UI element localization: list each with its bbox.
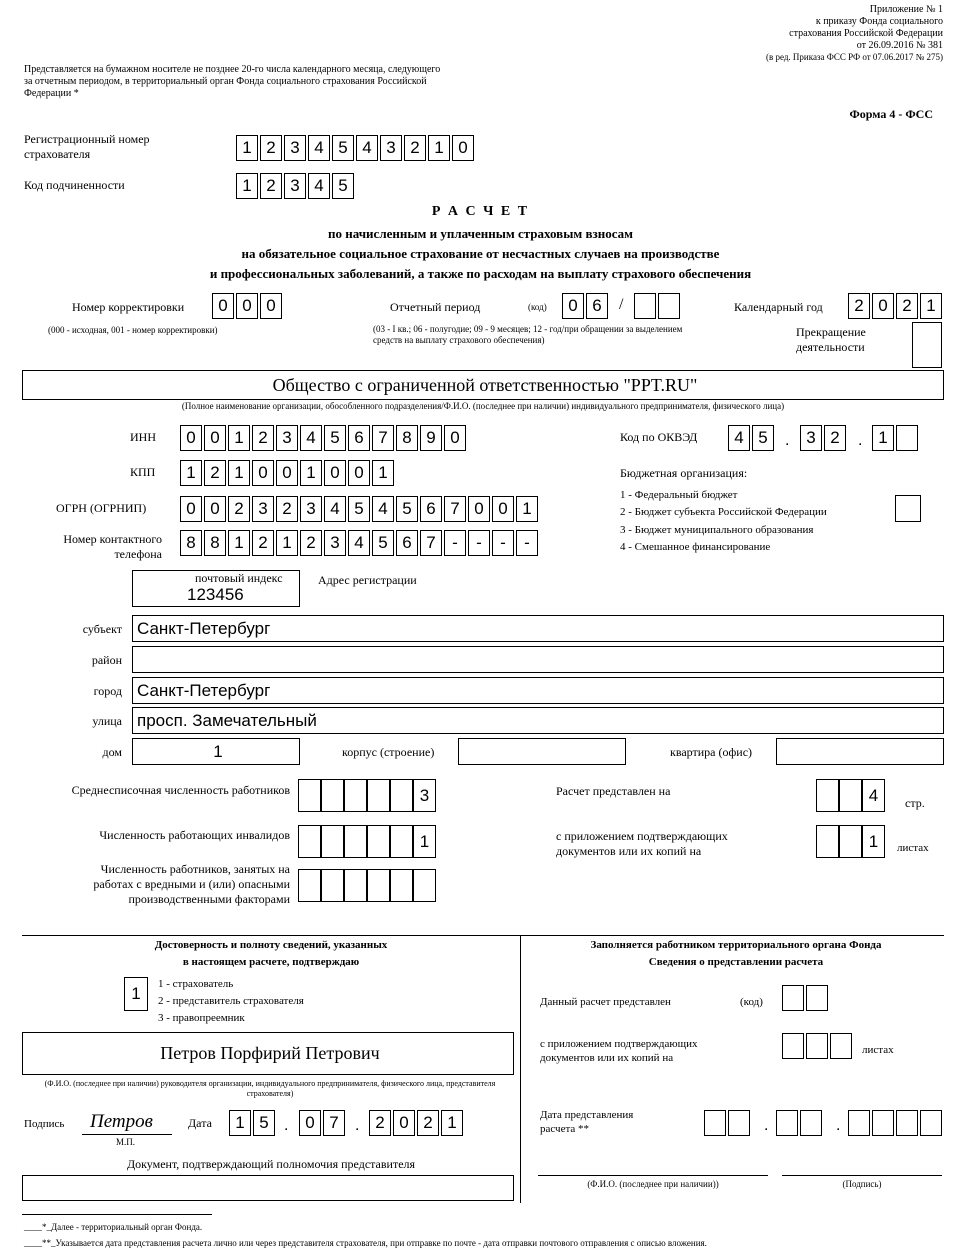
appendix-line3: страхования Российской Федерации [789,28,943,39]
termination-label: Прекращение деятельности [796,325,866,354]
digit-cell[interactable] [830,1033,852,1059]
org-name-hint: (Полное наименование организации, обособленного подразделения/Ф.И.О. (последнее при наличии) индивидуального предпринимателя, физического лица) [181,401,785,411]
digit-cell[interactable]: 3 [276,425,298,451]
disabled-cells[interactable] [298,825,436,859]
confirm-title2: в настоящем расчете, подтверждаю [182,956,360,968]
digit-cell[interactable]: 8 [204,530,226,556]
digit-cell[interactable] [848,1110,870,1136]
appendix-line2: к приказу Фонда социального [815,16,943,27]
digit-cell[interactable]: 3 [800,425,822,451]
digit-cell[interactable] [390,825,413,858]
digit-cell[interactable]: 2 [824,425,846,451]
fio-hint: (Ф.И.О. (последнее при наличии) руководителя организации, индивидуального предпринимателя, физического лица, представителя страхователя) [44,1079,496,1098]
appendix-line5: (в ред. Приказа ФСС РФ от 07.06.2017 № 275) [765,52,943,62]
digit-cell[interactable]: 5 [253,1110,275,1136]
digit-cell[interactable] [920,1110,942,1136]
digit-cell[interactable]: 0 [348,460,370,486]
title-line2: на обязательное социальное страхование от несчастных случаев на производстве [241,246,720,261]
inn-label: ИНН [130,430,156,444]
year-cells[interactable] [848,293,944,321]
digit-cell[interactable]: 2 [260,173,282,199]
fund-date-yyyy[interactable] [848,1110,944,1138]
okved-group2[interactable] [800,425,848,453]
footnote-1: ____*_Далее - территориальный орган Фонда. [24,1222,203,1232]
budget-box[interactable] [895,495,921,522]
digit-cell[interactable]: 0 [562,293,584,319]
digit-cell[interactable]: 5 [396,496,418,522]
street-field[interactable]: просп. Замечательный [132,707,944,734]
digit-cell[interactable]: 4 [372,496,394,522]
digit-cell[interactable]: 0 [180,496,202,522]
fio-field[interactable]: Петров Порфирий Петрович [22,1032,514,1075]
district-label: район [91,653,122,667]
digit-cell[interactable] [344,779,367,812]
digit-cell[interactable]: 2 [896,293,918,319]
digit-cell[interactable]: 7 [372,425,394,451]
date-dd[interactable] [229,1110,277,1138]
digit-cell[interactable]: - [492,530,514,556]
pages-cells[interactable] [816,779,885,813]
avg-cells[interactable] [298,779,436,813]
confirm-opt3: 3 - правопреемник [158,1012,245,1024]
attach-label: с приложением подтверждающих документов или их копий на [556,829,728,858]
period-slash: / [619,296,624,313]
correction-cells[interactable] [212,293,284,321]
digit-cell[interactable]: 1 [236,135,258,161]
street-label: улица [92,714,122,728]
house-field[interactable]: 1 [132,738,300,765]
digit-cell[interactable]: 5 [752,425,774,451]
house-label: дом [102,745,122,759]
title-main: Р А С Ч Е Т [431,204,530,219]
digit-cell[interactable]: 4 [308,173,330,199]
date-label: Дата [188,1116,212,1130]
period-hint: (03 - I кв.; 06 - полугодие; 09 - 9 месяцев; 12 - год/при обращении за выделением средств на выплату страхового обеспечения) [373,324,683,345]
digit-cell[interactable]: 5 [332,173,354,199]
digit-cell[interactable]: 3 [380,135,402,161]
digit-cell[interactable]: 0 [324,460,346,486]
phone-cells[interactable] [180,530,540,558]
harmful-cells[interactable] [298,869,436,903]
submission-note: Представляется на бумажном носителе не позднее 20-го числа календарного месяца, следующего за отчетным периодом, в территориальный орган Фонда социального страхования Российской Федерации * [24,64,441,99]
digit-cell[interactable]: 3 [284,135,306,161]
title-line3: и профессиональных заболеваний, а также по расходам на выплату страхового обеспечения [209,266,752,281]
okved-label: Код по ОКВЭД [620,430,698,444]
doc-field[interactable] [22,1175,514,1201]
org-name-field[interactable]: Общество с ограниченной ответственностью "PPT.RU" [22,370,944,400]
bottom-divider [22,935,944,936]
digit-cell[interactable] [298,869,321,902]
kpp-label: КПП [130,465,156,479]
fund-code-cells[interactable] [782,985,830,1013]
digit-cell[interactable]: 8 [396,425,418,451]
attach-unit: листах [897,842,929,854]
footnote-rule [22,1214,212,1215]
digit-cell[interactable]: 0 [393,1110,415,1136]
period-label: Отчетный период [390,300,481,314]
fund-title1: Заполняется работником территориального органа Фонда [590,939,882,951]
city-field[interactable]: Санкт-Петербург [132,677,944,704]
budget-label: Бюджетная организация: [620,466,748,480]
kpp-cells[interactable] [180,460,396,488]
sign-line [82,1134,172,1135]
digit-cell[interactable]: 0 [204,496,226,522]
fund-fio-line [538,1175,768,1176]
digit-cell[interactable]: 1 [372,460,394,486]
digit-cell[interactable]: 2 [848,293,870,319]
digit-cell[interactable]: 1 [229,1110,251,1136]
fund-sign-line [782,1175,942,1176]
digit-cell[interactable]: - [444,530,466,556]
title-line1: по начисленным и уплаченным страховым взносам [328,226,633,241]
digit-cell[interactable]: 0 [492,496,514,522]
digit-cell[interactable]: 3 [300,496,322,522]
digit-cell[interactable]: 2 [228,496,250,522]
digit-cell[interactable]: 2 [252,425,274,451]
ogrn-cells[interactable] [180,496,540,524]
digit-cell[interactable]: 0 [452,135,474,161]
digit-cell[interactable]: 4 [862,779,885,812]
digit-cell[interactable]: 1 [236,173,258,199]
fund-date-dd[interactable] [704,1110,752,1138]
sign-label: Подпись [24,1118,65,1130]
digit-cell[interactable]: 4 [356,135,378,161]
digit-cell[interactable] [390,779,413,812]
digit-cell[interactable]: 0 [252,460,274,486]
digit-cell[interactable]: 2 [404,135,426,161]
digit-cell[interactable] [816,779,839,812]
digit-cell[interactable] [800,1110,822,1136]
digit-cell[interactable]: - [468,530,490,556]
period-cells[interactable] [562,293,610,321]
digit-cell[interactable] [816,825,839,858]
digit-cell[interactable] [390,869,413,902]
digit-cell[interactable]: 3 [413,779,436,812]
termination-box[interactable] [912,322,942,368]
digit-cell[interactable]: 2 [252,530,274,556]
digit-cell[interactable] [634,293,656,319]
fund-attach-label: с приложением подтверждающих документов или их копий на [540,1038,698,1064]
appendix-line4: от 26.09.2016 № 381 [856,40,943,51]
correction-hint: (000 - исходная, 001 - номер корректировки) [48,325,218,335]
fund-date-label: Дата представления расчета ** [540,1109,634,1135]
budget-opt4: 4 - Смешанное финансирование [620,541,771,553]
period-extra-cells[interactable] [634,293,682,321]
digit-cell[interactable] [872,1110,894,1136]
building-field[interactable] [458,738,626,765]
digit-cell[interactable]: 6 [420,496,442,522]
fund-date-sep2: . [836,1117,841,1134]
subject-label: субъект [82,622,122,636]
attach-cells[interactable] [816,825,885,859]
subordination-label: Код подчиненности [24,178,125,192]
digit-cell[interactable]: 5 [348,496,370,522]
digit-cell[interactable]: 5 [324,425,346,451]
harmful-label: Численность работников, занятых на работах с вредными и (или) опасными производственными факторами [93,862,290,906]
digit-cell[interactable]: 1 [872,425,894,451]
digit-cell[interactable]: 8 [180,530,202,556]
digit-cell[interactable]: 1 [920,293,942,319]
digit-cell[interactable]: 6 [586,293,608,319]
subject-field[interactable]: Санкт-Петербург [132,615,944,642]
digit-cell[interactable]: 2 [300,530,322,556]
digit-cell[interactable] [321,869,344,902]
digit-cell[interactable] [806,1033,828,1059]
digit-cell[interactable]: 0 [276,460,298,486]
digit-cell[interactable]: 1 [180,460,202,486]
digit-cell[interactable] [896,1110,918,1136]
date-sep1: . [284,1117,289,1134]
digit-cell[interactable] [367,779,390,812]
disabled-label: Численность работающих инвалидов [99,828,290,842]
okved-group3[interactable] [872,425,920,453]
digit-cell[interactable]: 4 [348,530,370,556]
doc-label: Документ, подтверждающий полномочия представителя [126,1157,416,1171]
digit-cell[interactable]: 1 [441,1110,463,1136]
signature: Петров [90,1111,153,1132]
digit-cell[interactable]: 0 [204,425,226,451]
reg-number-label: Регистрационный номер страхователя [24,132,150,161]
ogrn-label: ОГРН (ОГРНИП) [56,501,147,515]
digit-cell[interactable]: 1 [228,530,250,556]
confirm-opt2: 2 - представитель страхователя [158,995,304,1007]
date-mm[interactable] [299,1110,347,1138]
period-code-label: (код) [528,302,547,312]
digit-cell[interactable] [658,293,680,319]
reg-address-label: Адрес регистрации [318,573,417,587]
digit-cell[interactable] [728,1110,750,1136]
confirm-box[interactable]: 1 [124,977,148,1011]
digit-cell[interactable]: 0 [299,1110,321,1136]
fund-code-label: (код) [740,996,763,1008]
date-sep2: . [355,1117,360,1134]
digit-cell[interactable]: 9 [420,425,442,451]
digit-cell[interactable]: 1 [228,425,250,451]
date-yyyy[interactable] [369,1110,465,1138]
reg-number-cells[interactable] [236,135,476,163]
digit-cell[interactable] [344,825,367,858]
digit-cell[interactable]: 0 [872,293,894,319]
digit-cell[interactable]: 3 [284,173,306,199]
fund-attach-unit: листах [862,1044,894,1056]
digit-cell[interactable]: 2 [276,496,298,522]
okved-sep1: . [785,432,790,449]
digit-cell[interactable]: 2 [204,460,226,486]
digit-cell[interactable]: 0 [236,293,258,319]
digit-cell[interactable]: 0 [444,425,466,451]
fund-presented-label: Данный расчет представлен [540,996,671,1008]
digit-cell[interactable]: 2 [417,1110,439,1136]
digit-cell[interactable]: 1 [228,460,250,486]
budget-opt3: 3 - Бюджет муниципального образования [620,524,814,536]
digit-cell[interactable]: 5 [332,135,354,161]
digit-cell[interactable]: 6 [348,425,370,451]
pages-unit: стр. [905,796,925,810]
digit-cell[interactable]: 2 [260,135,282,161]
digit-cell[interactable]: 6 [396,530,418,556]
okved-group1[interactable] [728,425,776,453]
digit-cell[interactable] [298,825,321,858]
digit-cell[interactable]: 1 [516,496,538,522]
digit-cell[interactable] [806,985,828,1011]
postal-label: почтовый индекс [195,571,283,585]
digit-cell[interactable]: 7 [323,1110,345,1136]
digit-cell[interactable]: 0 [260,293,282,319]
budget-opt2: 2 - Бюджет субъекта Российской Федерации [620,506,827,518]
digit-cell[interactable]: 5 [372,530,394,556]
appendix-line1: Приложение № 1 [869,4,943,15]
digit-cell[interactable]: 2 [369,1110,391,1136]
fund-fio-hint: (Ф.И.О. (последнее при наличии)) [587,1179,719,1189]
city-label: город [93,684,122,698]
digit-cell[interactable]: 1 [276,530,298,556]
digit-cell[interactable] [413,869,436,902]
budget-opt1: 1 - Федеральный бюджет [620,489,738,501]
vertical-divider [520,935,521,1203]
digit-cell[interactable]: 4 [728,425,750,451]
postal-value: 123456 [187,585,244,604]
digit-cell[interactable] [704,1110,726,1136]
digit-cell[interactable] [782,1033,804,1059]
fund-sign-hint: (Подпись) [842,1179,882,1189]
postal-box[interactable] [132,570,300,607]
digit-cell[interactable]: 3 [324,530,346,556]
digit-cell[interactable]: 3 [252,496,274,522]
flat-label: квартира (офис) [670,745,753,759]
confirm-title1: Достоверность и полноту сведений, указанных [154,939,388,951]
avg-label: Среднесписочная численность работников [71,783,290,797]
building-label: корпус (строение) [342,745,435,759]
digit-cell[interactable] [896,425,918,451]
okved-sep2: . [858,432,863,449]
form-name: Форма 4 - ФСС [849,107,933,121]
digit-cell[interactable] [321,779,344,812]
digit-cell[interactable] [344,869,367,902]
fund-date-mm[interactable] [776,1110,824,1138]
fund-attach-cells[interactable] [782,1033,854,1061]
digit-cell[interactable] [367,869,390,902]
appendix-block [683,4,943,63]
inn-cells[interactable] [180,425,468,453]
flat-field[interactable] [776,738,944,765]
digit-cell[interactable]: 0 [180,425,202,451]
confirm-opt1: 1 - страхователь [158,978,234,990]
digit-cell[interactable]: 1 [862,825,885,858]
digit-cell[interactable]: 4 [300,425,322,451]
digit-cell[interactable]: 7 [444,496,466,522]
correction-label: Номер корректировки [72,300,185,314]
subordination-cells[interactable] [236,173,356,201]
digit-cell[interactable] [839,779,862,812]
fund-title2: Сведения о представлении расчета [648,956,824,968]
year-label: Календарный год [734,300,823,314]
digit-cell[interactable] [776,1110,798,1136]
phone-label: Номер контактного телефона [63,532,162,561]
digit-cell[interactable]: - [516,530,538,556]
digit-cell[interactable]: 1 [413,825,436,858]
digit-cell[interactable]: 4 [324,496,346,522]
pages-label: Расчет представлен на [556,784,671,798]
digit-cell[interactable]: 0 [212,293,234,319]
digit-cell[interactable] [782,985,804,1011]
mp-label: М.П. [116,1137,136,1147]
digit-cell[interactable]: 0 [468,496,490,522]
district-field[interactable] [132,646,944,673]
digit-cell[interactable]: 7 [420,530,442,556]
digit-cell[interactable] [839,825,862,858]
fund-date-sep1: . [764,1117,769,1134]
digit-cell[interactable] [367,825,390,858]
digit-cell[interactable]: 1 [300,460,322,486]
digit-cell[interactable] [298,779,321,812]
digit-cell[interactable]: 1 [428,135,450,161]
digit-cell[interactable] [321,825,344,858]
digit-cell[interactable]: 4 [308,135,330,161]
footnote-2: ____**_Указывается дата представления расчета лично или через представителя страхователя, при отправке по почте - дата отправки почтового отправления с описью вложения. [24,1238,707,1248]
